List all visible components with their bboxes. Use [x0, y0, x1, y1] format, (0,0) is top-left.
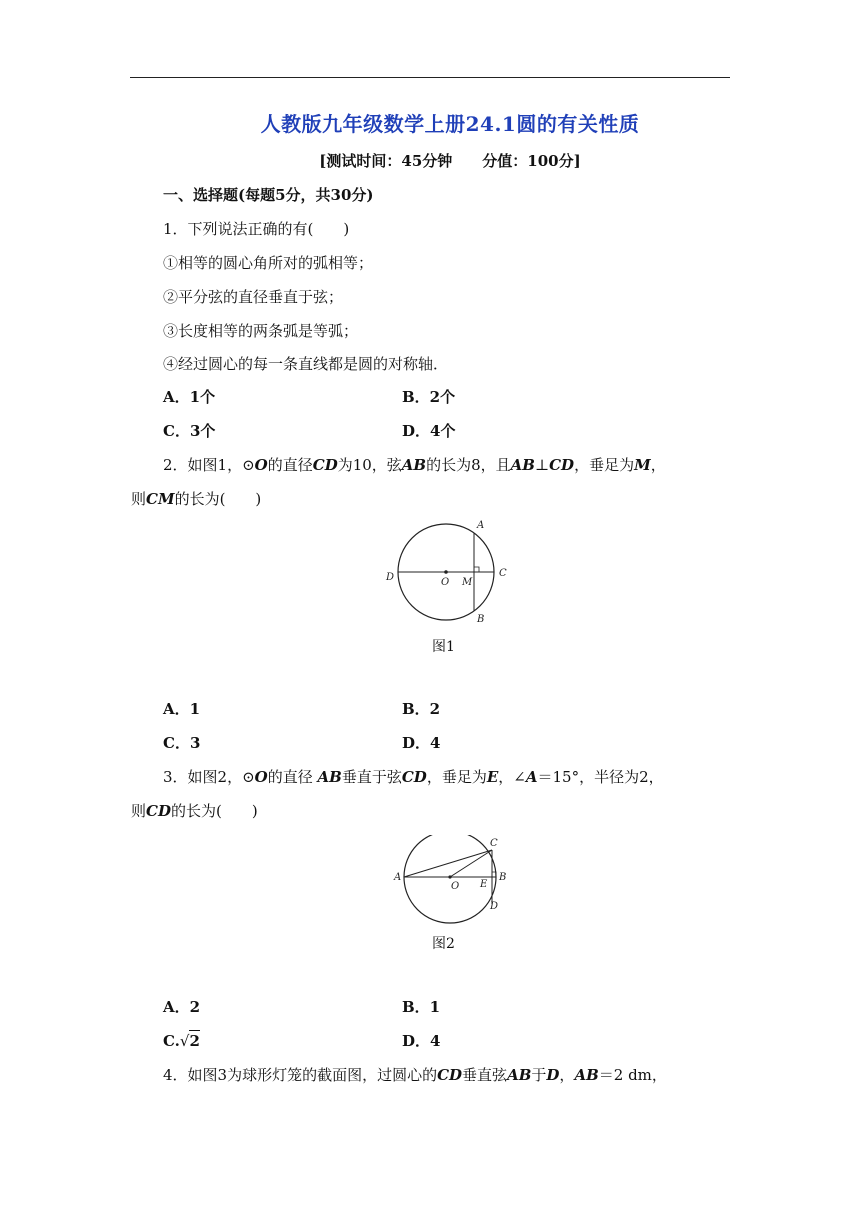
q1-item-2: ②平分弦的直径垂直于弦；: [163, 288, 344, 306]
label-m: M: [462, 577, 473, 588]
q3-stem-line2: [131, 801, 258, 821]
page-title: 人教版九年级数学上册24.1圆的有关性质: [260, 112, 640, 136]
figure-2-diagram: [388, 835, 518, 925]
q2-text: ，: [650, 456, 666, 474]
right-angle-mark: [474, 567, 479, 572]
sqrt-value: 2: [189, 1032, 200, 1050]
q4-stem: [163, 1065, 667, 1085]
figure-1-diagram: [380, 512, 520, 632]
q3-text: 的长为( ): [170, 802, 258, 820]
q1-item-3: ③长度相等的两条弧是等弧；: [163, 322, 359, 340]
q2-o: O: [254, 456, 268, 474]
center-point: [444, 570, 448, 574]
q3-text: 垂直于弦: [341, 768, 402, 786]
q1-option-b: B．2个: [402, 388, 456, 406]
q2-ab: AB: [510, 456, 535, 474]
label-c: C: [490, 838, 498, 849]
q2-stem-line2: [131, 489, 261, 509]
q3-e: E: [486, 768, 499, 786]
label-d: D: [386, 572, 395, 583]
label-b: B: [477, 614, 485, 625]
q2-text: 2．如图1，⊙: [163, 456, 255, 474]
q2-text: 的长为8，且: [426, 456, 511, 474]
q4-text: 垂直弦: [462, 1066, 508, 1084]
q4-ab: AB: [574, 1066, 599, 1084]
q4-d: D: [546, 1066, 560, 1084]
q3-option-a: A．2: [163, 998, 201, 1016]
q2-figure: [380, 512, 520, 636]
q3-cd: CD: [401, 768, 427, 786]
q2-option-d: D．4: [402, 734, 441, 752]
q3-option-c: [163, 1031, 200, 1051]
q4-cd: CD: [437, 1066, 463, 1084]
label-c: C: [499, 568, 507, 579]
q2-text: 的直径: [267, 456, 313, 474]
segment-oc: [450, 850, 492, 877]
q4-ab: AB: [507, 1066, 532, 1084]
q2-text: ，垂足为: [574, 456, 635, 474]
q2-cd: CD: [312, 456, 338, 474]
section-heading: [163, 185, 374, 205]
center-point: [448, 875, 451, 878]
label-e: E: [480, 879, 488, 890]
q1-option-a: A．1个: [163, 388, 216, 406]
q1-item-1: ①相等的圆心角所对的弧相等；: [163, 254, 374, 272]
q4-text: 4．如图3为球形灯笼的截面图，过圆心的: [163, 1066, 438, 1084]
q2-text: 的长为( ): [174, 490, 262, 508]
section-label: 一、选择题: [163, 186, 239, 204]
q2-cd: CD: [549, 456, 575, 474]
q2-option-b: B．2: [402, 700, 441, 718]
section-note: (每题5分，共30分): [238, 186, 374, 204]
q3-text: 则: [131, 802, 147, 820]
q2-stem-line1: [163, 455, 666, 475]
q2-cm: CM: [146, 490, 175, 508]
q3-text: ＝15°，半径为2，: [537, 768, 664, 786]
q3-ab: AB: [317, 768, 342, 786]
q3-option-c-label: C.: [163, 1032, 180, 1050]
label-o: O: [451, 881, 460, 892]
q1-stem: 1．下列说法正确的有( ): [163, 220, 350, 238]
q3-stem-line1: [163, 767, 664, 787]
q2-text: 则: [131, 490, 147, 508]
q3-option-d: D．4: [402, 1032, 441, 1050]
q4-text: ＝2 dm，: [598, 1066, 667, 1084]
q3-text: 的直径: [267, 768, 318, 786]
q3-figure: [388, 835, 518, 929]
q3-a: A: [525, 768, 538, 786]
q1-item-4: ④经过圆心的每一条直线都是圆的对称轴．: [163, 355, 449, 373]
q3-option-b: B．1: [402, 998, 441, 1016]
q3-cd: CD: [146, 802, 171, 820]
figure-1-caption: 图1: [432, 639, 455, 655]
sqrt-sign: √: [179, 1032, 190, 1050]
label-d: D: [490, 901, 499, 912]
q2-ab: AB: [401, 456, 427, 474]
q4-text: ，: [559, 1066, 575, 1084]
q1-option-d: D．4个: [402, 422, 456, 440]
q2-text: 为10，弦: [337, 456, 402, 474]
q3-o: O: [254, 768, 268, 786]
label-a: A: [477, 520, 485, 531]
q3-text: ，垂足为: [426, 768, 487, 786]
q3-text: ，∠: [498, 768, 526, 786]
label-o: O: [441, 577, 450, 588]
label-b: B: [499, 872, 507, 883]
header-rule: [130, 77, 730, 78]
test-info: [测试时间：45分钟 分值：100分]: [319, 152, 581, 170]
segment-ac: [404, 850, 492, 877]
q1-option-c: C．3个: [163, 422, 216, 440]
q2-perp: ⊥: [535, 456, 550, 474]
label-a: A: [394, 872, 402, 883]
q3-text: 3．如图2，⊙: [163, 768, 255, 786]
q4-text: 于: [531, 1066, 547, 1084]
q2-option-a: A．1: [163, 700, 201, 718]
q2-m: M: [634, 456, 651, 474]
figure-2-caption: 图2: [432, 936, 455, 952]
q2-option-c: C．3: [163, 734, 201, 752]
